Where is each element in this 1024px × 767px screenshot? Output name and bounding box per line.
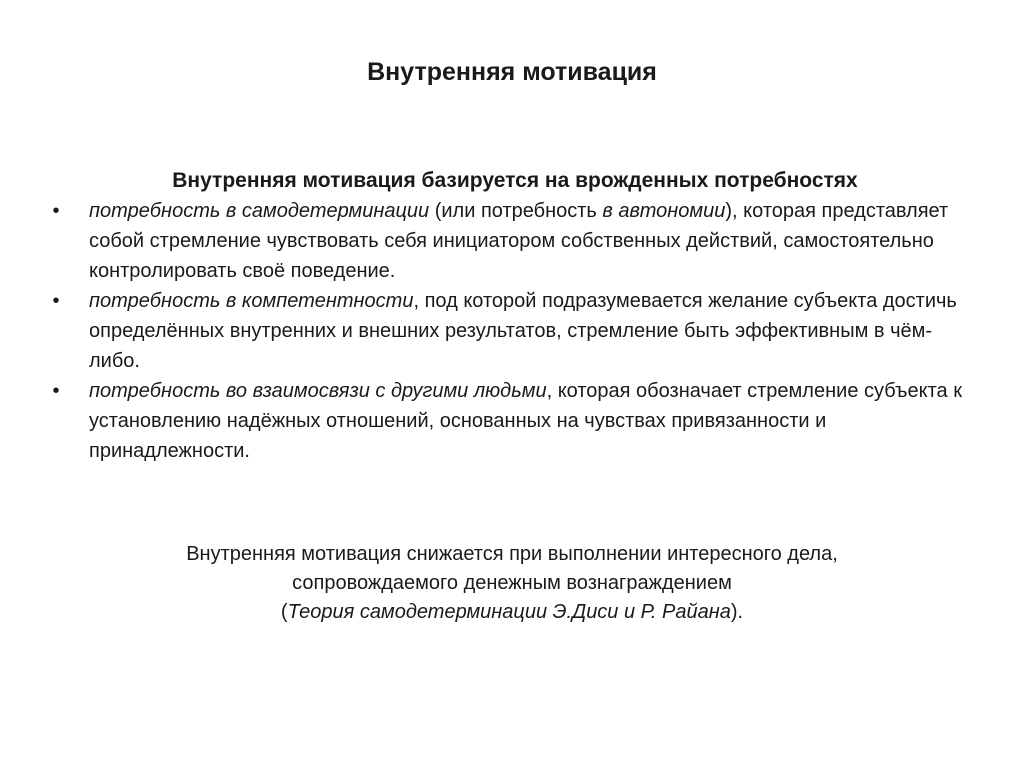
need-term: потребность во взаимосвязи с другими людьми [89,380,547,402]
slide-subtitle: Внутренняя мотивация базируется на врожденных потребностях [172,169,858,192]
list-item [50,196,980,286]
bullet-dot-icon: • [52,380,60,402]
citation-close: ). [730,601,744,623]
need-description-cont: ), которая представляет собой стремление чувствовать себя инициатором собственных действий, самостоятельно контролировать своё поведение. [89,200,949,282]
citation-source: Теория самодетерминации Э.Диси и Р. Райана [287,601,731,623]
conclusion-block [0,540,1024,627]
bullet-dot-icon: • [52,290,60,312]
citation-open: ( [280,601,288,623]
list-item [50,376,980,466]
need-description: , которая обозначает стремление субъекта к установлению надёжных отношений, основанных на чувствах привязанности и принадлежности. [89,380,962,462]
slide-title: Внутренняя мотивация [367,58,657,86]
conclusion-line-2: сопровождаемого денежным вознаграждением [292,572,732,594]
need-description: (или потребность [429,200,603,222]
need-description: , под которой подразумевается желание субъекта достичь определённых внутренних и внешних результатов, стремление быть эффективным в чём-либо. [89,290,957,372]
slide-content [50,166,980,466]
bullet-text [89,286,980,376]
bullet-text [89,376,980,466]
conclusion-line-1: Внутренняя мотивация снижается при выполнении интересного дела, [186,543,838,565]
list-item [50,286,980,376]
bullet-text [89,196,980,286]
bullet-dot-icon: • [52,200,60,222]
needs-list [50,196,980,466]
need-term: потребность в самодетерминации [89,200,430,222]
conclusion-citation [0,598,1024,627]
need-term: потребность в компетентности [89,290,414,312]
need-term-alt: в автономии [602,200,726,222]
